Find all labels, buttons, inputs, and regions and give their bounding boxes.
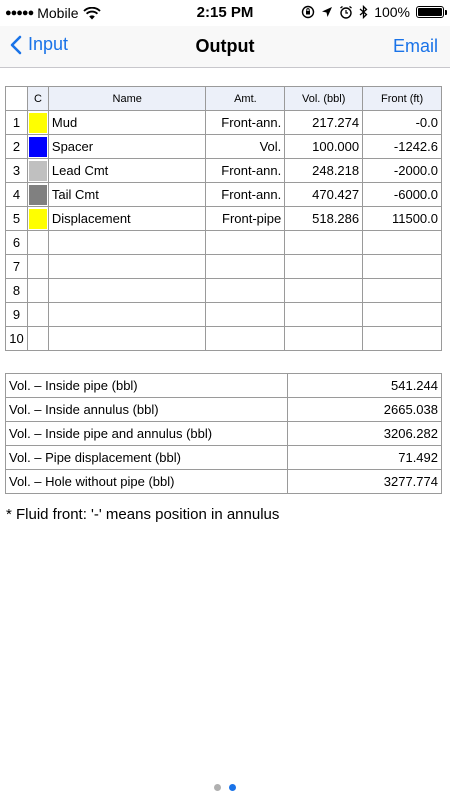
- fluid-vol-cell[interactable]: [285, 255, 363, 279]
- fluid-front-cell[interactable]: [363, 303, 442, 327]
- fluid-front-cell[interactable]: -1242.6: [363, 135, 442, 159]
- row-number-header: [6, 87, 28, 111]
- fluid-amt-cell[interactable]: [206, 255, 285, 279]
- table-row[interactable]: [6, 183, 442, 207]
- fluid-amt-cell[interactable]: [206, 303, 285, 327]
- volume-label: Vol. – Pipe displacement (bbl): [6, 446, 288, 470]
- fluid-vol-cell[interactable]: [285, 303, 363, 327]
- fluid-color-swatch[interactable]: [27, 183, 48, 207]
- row-number: 5: [6, 207, 28, 231]
- fluid-name-cell[interactable]: [48, 279, 206, 303]
- fluid-amt-cell[interactable]: Front-pipe: [206, 207, 285, 231]
- fluid-vol-cell[interactable]: [285, 231, 363, 255]
- page-title: Output: [195, 36, 255, 56]
- fluid-front-cell[interactable]: -0.0: [363, 111, 442, 135]
- fluid-color-swatch[interactable]: [27, 279, 48, 303]
- fluid-name-cell[interactable]: Mud: [48, 111, 206, 135]
- volume-value: 71.492: [288, 446, 442, 470]
- bluetooth-icon: [359, 5, 368, 19]
- fluid-amt-cell[interactable]: Front-ann.: [206, 183, 285, 207]
- fluid-name-cell[interactable]: [48, 255, 206, 279]
- email-button[interactable]: Email: [392, 36, 438, 56]
- fluid-amt-cell[interactable]: [206, 327, 285, 351]
- volume-row: [6, 470, 442, 494]
- table-row[interactable]: [6, 303, 442, 327]
- volume-row: [6, 446, 442, 470]
- page-indicator[interactable]: [0, 784, 450, 791]
- volume-row: [6, 374, 442, 398]
- fluid-color-swatch[interactable]: [27, 111, 48, 135]
- fluid-color-swatch[interactable]: [27, 135, 48, 159]
- alarm-icon: [339, 5, 353, 19]
- page-dot[interactable]: [214, 784, 221, 791]
- fluid-name-cell[interactable]: Tail Cmt: [48, 183, 206, 207]
- column-header-front: Front (ft): [363, 87, 442, 111]
- fluid-amt-cell[interactable]: Front-ann.: [206, 159, 285, 183]
- status-time: 2:15 PM: [196, 4, 254, 21]
- fluid-color-swatch[interactable]: [27, 207, 48, 231]
- rotation-lock-icon: [301, 5, 315, 19]
- table-row[interactable]: [6, 111, 442, 135]
- row-number: 4: [6, 183, 28, 207]
- fluid-amt-cell[interactable]: [206, 279, 285, 303]
- color-swatch: [29, 233, 47, 253]
- fluid-vol-cell[interactable]: [285, 279, 363, 303]
- column-header-amt: Amt.: [206, 87, 285, 111]
- fluid-name-cell[interactable]: Spacer: [48, 135, 206, 159]
- row-number: 6: [6, 231, 28, 255]
- navigation-bar: [0, 26, 450, 68]
- fluid-amt-cell[interactable]: Vol.: [206, 135, 285, 159]
- fluid-front-cell[interactable]: [363, 327, 442, 351]
- column-header-name: Name: [48, 87, 206, 111]
- fluid-name-cell[interactable]: Displacement: [48, 207, 206, 231]
- volume-row: [6, 398, 442, 422]
- fluid-front-cell[interactable]: -6000.0: [363, 183, 442, 207]
- status-bar: [0, 0, 450, 26]
- color-swatch: [29, 305, 47, 325]
- table-row[interactable]: [6, 159, 442, 183]
- fluid-name-cell[interactable]: [48, 231, 206, 255]
- volume-label: Vol. – Inside pipe (bbl): [6, 374, 288, 398]
- color-swatch: [29, 257, 47, 277]
- fluid-front-footnote: * Fluid front: '-' means position in annulus: [6, 506, 280, 523]
- volume-value: 3206.282: [288, 422, 442, 446]
- color-swatch: [29, 281, 47, 301]
- fluid-front-cell[interactable]: -2000.0: [363, 159, 442, 183]
- volume-label: Vol. – Hole without pipe (bbl): [6, 470, 288, 494]
- fluid-front-cell[interactable]: 11500.0: [363, 207, 442, 231]
- battery-icon: [416, 6, 444, 18]
- volume-value: 2665.038: [288, 398, 442, 422]
- fluid-name-cell[interactable]: Lead Cmt: [48, 159, 206, 183]
- page-dot[interactable]: [229, 784, 236, 791]
- fluid-name-cell[interactable]: [48, 327, 206, 351]
- color-swatch: [29, 137, 47, 157]
- volume-label: Vol. – Inside annulus (bbl): [6, 398, 288, 422]
- table-row[interactable]: [6, 231, 442, 255]
- fluid-table-header: [6, 87, 442, 111]
- fluid-vol-cell[interactable]: [285, 327, 363, 351]
- fluid-front-cell[interactable]: [363, 279, 442, 303]
- table-row[interactable]: [6, 135, 442, 159]
- row-number: 9: [6, 303, 28, 327]
- battery-percent: 100%: [374, 4, 410, 20]
- table-row[interactable]: [6, 279, 442, 303]
- fluid-color-swatch[interactable]: [27, 255, 48, 279]
- fluid-vol-cell[interactable]: 518.286: [285, 207, 363, 231]
- color-swatch: [29, 209, 47, 229]
- row-number: 1: [6, 111, 28, 135]
- fluid-name-cell[interactable]: [48, 303, 206, 327]
- fluid-table: [5, 86, 442, 351]
- row-number: 10: [6, 327, 28, 351]
- volume-value: 3277.774: [288, 470, 442, 494]
- carrier-name: Mobile: [37, 5, 79, 21]
- column-header-color: C: [27, 87, 48, 111]
- status-indicators: [301, 4, 444, 20]
- fluid-vol-cell[interactable]: 248.218: [285, 159, 363, 183]
- fluid-front-cell[interactable]: [363, 231, 442, 255]
- volume-row: [6, 422, 442, 446]
- column-header-vol: Vol. (bbl): [285, 87, 363, 111]
- fluid-vol-cell[interactable]: 217.274: [285, 111, 363, 135]
- row-number: 7: [6, 255, 28, 279]
- row-number: 3: [6, 159, 28, 183]
- row-number: 8: [6, 279, 28, 303]
- fluid-color-swatch[interactable]: [27, 159, 48, 183]
- volume-value: 541.244: [288, 374, 442, 398]
- signal-strength-icon: ●●●●●: [5, 7, 34, 19]
- fluid-color-swatch[interactable]: [27, 231, 48, 255]
- row-number: 2: [6, 135, 28, 159]
- color-swatch: [29, 113, 47, 133]
- fluid-front-cell[interactable]: [363, 255, 442, 279]
- volume-label: Vol. – Inside pipe and annulus (bbl): [6, 422, 288, 446]
- location-icon: [321, 6, 333, 18]
- table-row[interactable]: [6, 207, 442, 231]
- volume-summary-table: [5, 373, 442, 494]
- color-swatch: [29, 329, 47, 349]
- fluid-vol-cell[interactable]: 100.000: [285, 135, 363, 159]
- fluid-color-swatch[interactable]: [27, 303, 48, 327]
- fluid-vol-cell[interactable]: 470.427: [285, 183, 363, 207]
- back-button-label: Input: [28, 34, 69, 54]
- fluid-color-swatch[interactable]: [27, 327, 48, 351]
- color-swatch: [29, 161, 47, 181]
- table-row[interactable]: [6, 255, 442, 279]
- fluid-amt-cell[interactable]: [206, 231, 285, 255]
- color-swatch: [29, 185, 47, 205]
- table-row[interactable]: [6, 327, 442, 351]
- fluid-amt-cell[interactable]: Front-ann.: [206, 111, 285, 135]
